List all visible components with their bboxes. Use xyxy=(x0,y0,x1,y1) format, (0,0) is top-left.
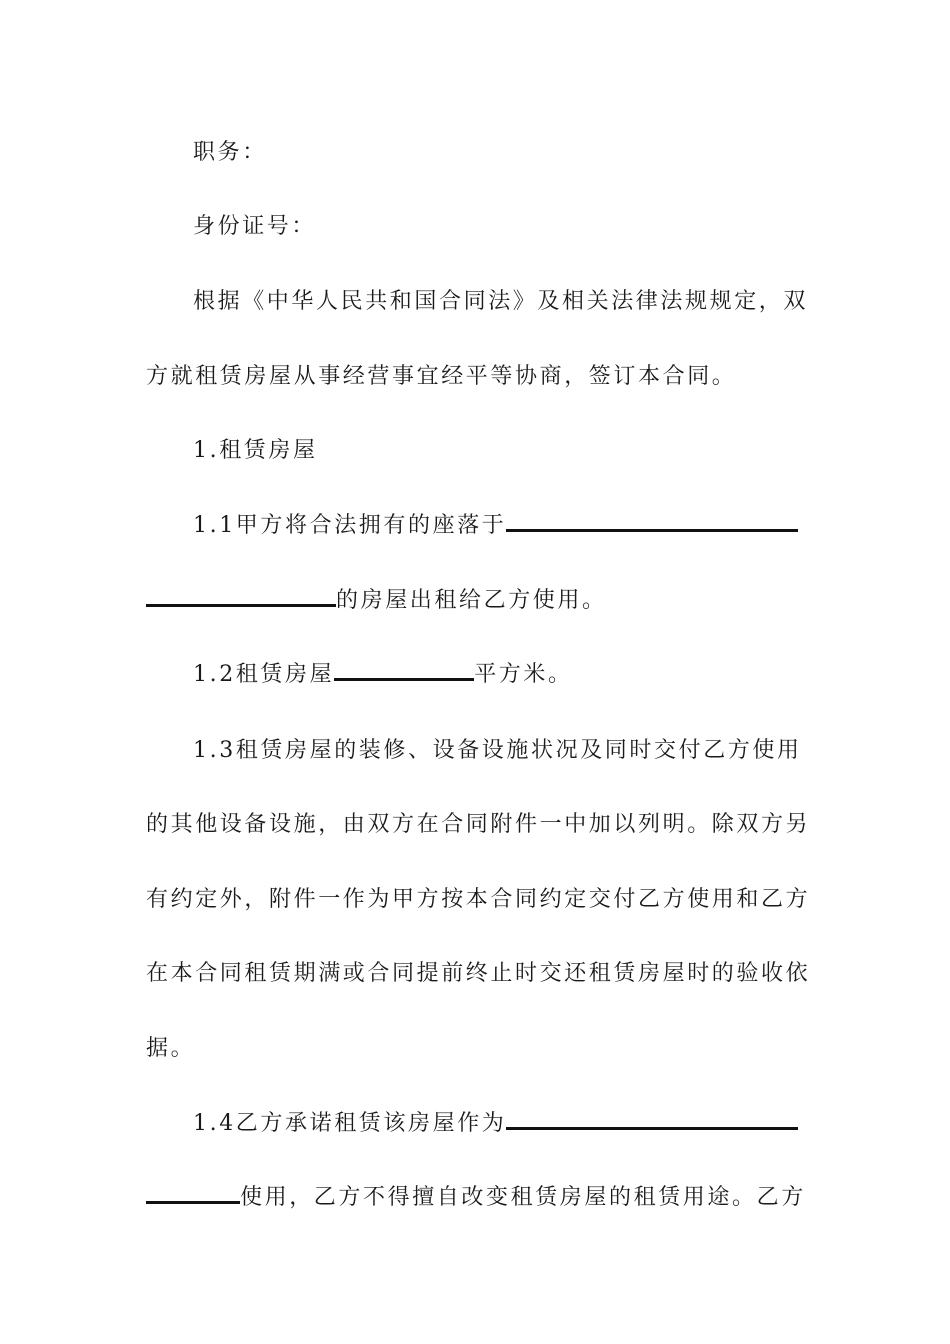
clause-1-4-line-2 xyxy=(146,1184,806,1212)
clause-1-3-line-1: 1.3租赁房屋的装修、设备设施状况及同时交付乙方使用 xyxy=(193,738,802,763)
clause-1-3-line-4: 在本合同租赁期满或合同提前终止时交还租赁房屋时的验收依 xyxy=(146,961,811,986)
purpose-blank-continued xyxy=(146,1185,240,1204)
clause-1-4-suffix: 使用，乙方不得擅自改变租赁房屋的租赁用途。乙方 xyxy=(240,1185,806,1210)
clause-1-1-suffix: 的房屋出租给乙方使用。 xyxy=(336,588,607,613)
location-blank xyxy=(506,513,798,532)
clause-1-3-line-2: 的其他设备设施，由双方在合同附件一中加以列明。除双方另 xyxy=(146,812,811,837)
clause-1-1-line-1 xyxy=(193,512,806,540)
clause-1-3-line-5: 据。 xyxy=(146,1036,196,1061)
clause-1-2 xyxy=(193,661,806,689)
section-heading-rental-house: 1.租赁房屋 xyxy=(193,438,318,463)
purpose-blank xyxy=(506,1111,798,1130)
clause-1-4-line-1 xyxy=(193,1110,806,1138)
clause-1-4-text: 1.4乙方承诺租赁该房屋作为 xyxy=(193,1111,507,1136)
clause-1-3-line-3: 有约定外，附件一作为甲方按本合同约定交付乙方使用和乙方 xyxy=(146,887,811,912)
clause-1-2-suffix: 平方米。 xyxy=(474,662,573,687)
clause-1-1-text: 1.1甲方将合法拥有的座落于 xyxy=(193,513,507,538)
clause-1-1-line-2 xyxy=(146,587,806,615)
paragraph-intro-line-1: 根据《中华人民共和国合同法》及相关法律法规规定，双 xyxy=(193,289,809,314)
id-number-label: 身份证号： xyxy=(193,214,317,239)
paragraph-intro-line-2: 方就租赁房屋从事经营事宜经平等协商，签订本合同。 xyxy=(146,364,737,389)
area-blank xyxy=(334,662,474,681)
position-label: 职务： xyxy=(193,140,267,165)
clause-1-2-text: 1.2租赁房屋 xyxy=(193,662,335,687)
location-blank-continued xyxy=(146,588,336,607)
